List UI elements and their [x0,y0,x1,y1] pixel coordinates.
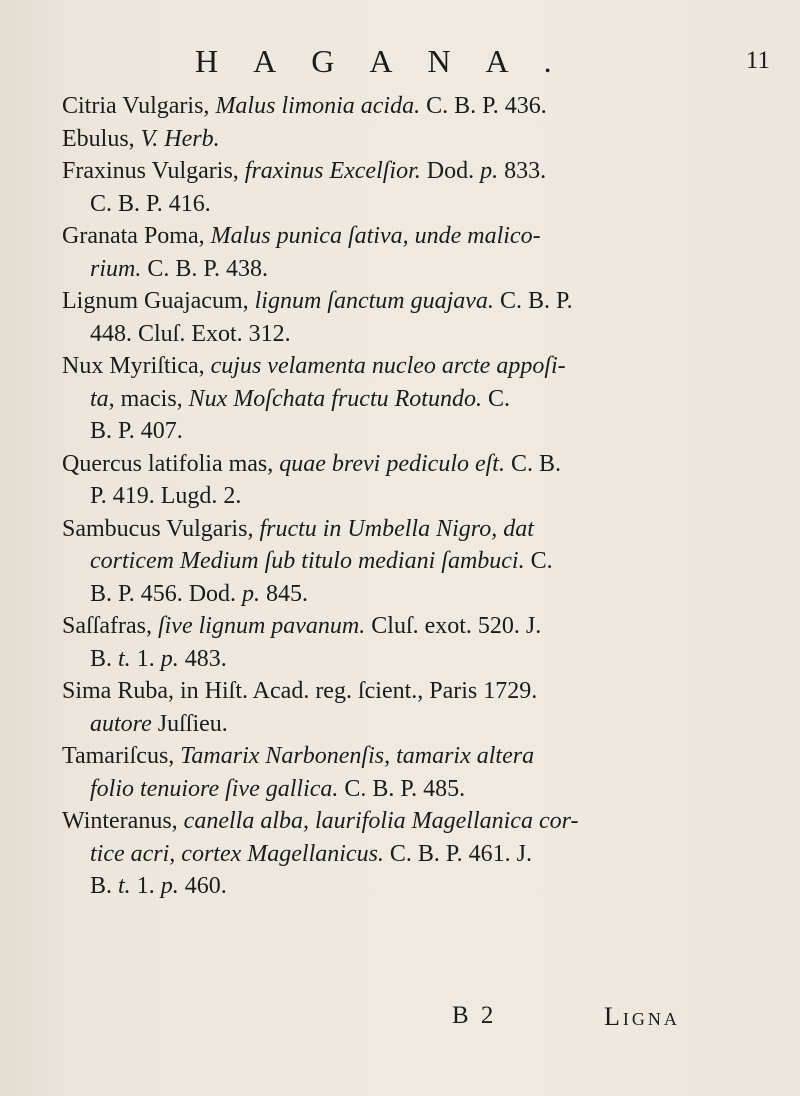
italic-text: Malus limonia acida. [215,93,421,119]
entry-line [62,188,762,221]
roman-text: C. B. P. 436. [420,93,547,119]
entry-line [62,773,762,806]
italic-text: lignum ſanctum guajava. [254,288,494,314]
roman-text: B. [90,645,119,672]
italic-text: folio tenuiore ſive gallica. [90,775,339,802]
roman-text: 1. [130,645,161,672]
entry-line [62,740,762,773]
italic-text: ſive lignum pavanum. [157,613,366,639]
roman-text: Dod. [420,158,481,184]
page-number: 11 [745,47,770,74]
entry-line [62,123,762,156]
roman-text: Tamariſcus, [62,743,181,769]
italic-text: p. [480,158,499,184]
roman-text: Fraxinus Vulgaris, [62,158,245,184]
plant-entry [62,675,762,740]
entry-line [62,285,762,318]
italic-text: cujus velamenta nucleo arcte appoſi- [210,353,566,379]
entry-line [62,448,762,481]
italic-text: fructu in Umbella Nigro, dat [259,515,534,542]
italic-text: p. [160,645,179,672]
entry-line [62,805,762,838]
entry-line [62,318,762,351]
italic-text: p. [242,580,261,607]
entry-line [62,545,762,578]
running-title: HAGANA. [195,43,587,79]
catchword: Ligna [604,1002,680,1031]
italic-text: tice acri, cortex Magellanicus. [90,840,384,867]
entry-line [62,480,762,513]
italic-text: p. [160,873,179,899]
entry-line [62,578,762,611]
roman-text: B. P. 407. [90,418,183,444]
plant-entry [62,448,762,513]
roman-text: 460. [178,873,227,899]
plant-entry [62,805,762,903]
entry-line [62,383,762,416]
entry-line [62,155,762,188]
italic-text: Tamarix Narbonenſis, tamarix altera [180,743,535,769]
italic-text: autore [90,710,152,737]
roman-text: 448. Cluſ. Exot. 312. [90,320,291,347]
italic-text: canella alba, laurifolia Magellanica cor- [183,808,579,834]
roman-text: 833. [498,158,547,184]
entry-line [62,90,762,123]
entry-line [62,610,762,643]
plant-entry [62,513,762,611]
roman-text: B. [90,873,119,899]
entry-line [62,870,762,903]
entry-line [62,513,762,546]
entry-line [62,415,762,448]
italic-text: V. Herb. [140,125,220,152]
italic-text: Malus punica ſativa, unde malico- [210,223,541,249]
roman-text: P. 419. Lugd. 2. [90,483,242,509]
plant-entry [62,350,762,448]
entry-line [62,643,762,676]
roman-text: Winteranus, [62,808,184,834]
roman-text: Saſſafras, [62,613,158,639]
roman-text: C. B. P. [493,288,573,314]
plant-entry [62,285,762,350]
roman-text: C. B. P. 485. [338,775,466,802]
entry-line [62,220,762,253]
roman-text: B. P. 456. Dod. [90,580,243,607]
roman-text: Granata Poma, [62,223,211,249]
roman-text: Sima Ruba, in Hiſt. Acad. reg. ſcient., Paris 1729. [62,678,538,704]
roman-text: C. B. P. 438. [141,255,269,282]
roman-text: Lignum Guajacum, [62,288,255,314]
italic-text: ta [90,385,109,412]
entry-line [62,838,762,871]
italic-text: rium. [90,255,142,282]
italic-text: quae brevi pediculo eſt. [279,450,505,477]
roman-text: C. [481,385,510,412]
plant-entry [62,610,762,675]
roman-text: Sambucus Vulgaris, [62,515,260,542]
roman-text: 1. [130,873,161,899]
italic-text: fraxinus Excelſior. [244,158,421,184]
roman-text: Juſſieu. [151,710,228,737]
italic-text: corticem Medium ſub titulo mediani ſambuci. [90,548,525,574]
plant-entry [62,220,762,285]
page-footer [0,1002,800,1042]
roman-text: Ebulus, [62,125,141,152]
entry-line [62,708,762,741]
entry-line [62,350,762,383]
italic-text: t. [118,645,131,672]
roman-text: C. [524,548,553,574]
italic-text: t. [118,873,131,899]
entry-line [62,675,762,708]
roman-text: C. B. P. 416. [90,190,211,217]
roman-text: Quercus latifolia mas, [62,450,280,477]
plant-list [62,90,762,903]
roman-text: 483. [178,645,227,672]
roman-text: Nux Myriſtica, [62,353,211,379]
roman-text: C. B. P. 461. J. [383,840,532,867]
entry-line [62,253,762,286]
plant-entry [62,90,762,123]
page-header [195,43,770,83]
roman-text: C. B. [504,450,561,477]
italic-text: Nux Moſchata fructu Rotundo. [188,385,482,412]
roman-text: , macis, [108,385,189,412]
roman-text: Citria Vulgaris, [62,93,216,119]
plant-entry [62,740,762,805]
roman-text: Cluſ. exot. 520. J. [365,613,542,639]
plant-entry [62,155,762,220]
plant-entry [62,123,762,156]
signature-mark: B 2 [452,1002,497,1029]
roman-text: 845. [260,580,309,607]
